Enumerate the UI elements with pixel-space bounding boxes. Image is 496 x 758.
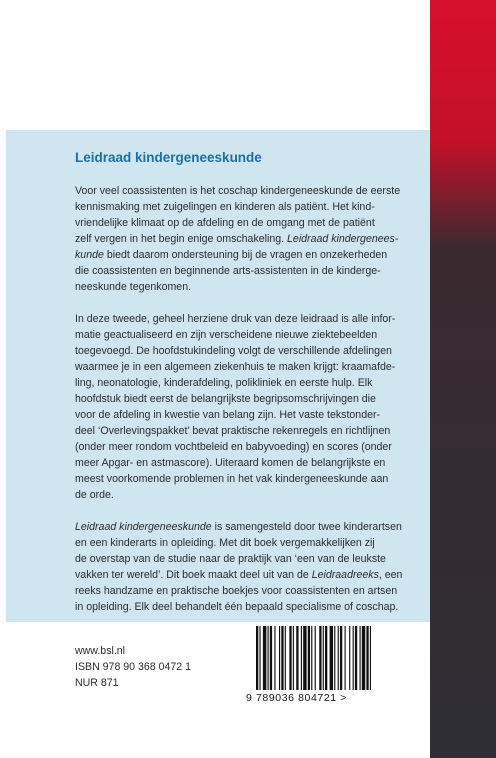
- blurb-text: [75, 183, 410, 631]
- barcode-bar: [315, 626, 316, 690]
- text-line: ling, neonatologie, kinderafdeling, polikliniek en eerste hulp. Elk: [75, 377, 373, 389]
- text-segment: vakken ter wereld’. Dit boek maakt deel uit van de: [75, 569, 309, 581]
- text-line: waarmee je in een algemeen ziekenhuis te maken krijgt: kraamafde-: [75, 361, 396, 373]
- text-line: meest voorkomende problemen in het vak kindergeneeskunde aan: [75, 473, 389, 485]
- text-line: [75, 567, 410, 583]
- barcode-bar: [338, 626, 339, 690]
- text-line: toegevoegd. De hoofdstukindeling volgt de verschillende afdelingen: [75, 345, 392, 357]
- text-line: In deze tweede, geheel herziene druk van deze leidraad is alle infor-: [75, 313, 396, 325]
- barcode-bar: [308, 626, 310, 690]
- barcode-bars: [246, 626, 416, 692]
- barcode-bar: [366, 626, 368, 690]
- book-spine-band: [430, 0, 496, 758]
- barcode-bar: [289, 626, 291, 690]
- text-line: de overstap van de studie naar de praktijk van ‘een van de leukste: [75, 553, 386, 565]
- barcode-bar: [353, 626, 354, 690]
- barcode-digits: 9 789036 804721 >: [246, 692, 347, 704]
- barcode-bar: [296, 626, 298, 690]
- publisher-info: [75, 643, 191, 691]
- barcode-bar: [279, 626, 280, 690]
- text-segment: biedt daarom ondersteuning bij de vragen en onzekerheden: [106, 249, 388, 261]
- barcode-bar: [345, 626, 346, 690]
- barcode-bar: [334, 626, 335, 690]
- blurb-paragraph-1: [75, 183, 410, 295]
- barcode-bar: [259, 626, 260, 690]
- text-line: kennismaking met zuigelingen en kinderen als patiënt. Het kind-: [75, 201, 375, 213]
- barcode-bar: [270, 626, 272, 690]
- text-line: (onder meer rondom vochtbeleid en babyvoeding) en scores (onder: [75, 441, 392, 453]
- barcode-bar: [340, 626, 342, 690]
- barcode-bar: [360, 626, 361, 690]
- isbn-barcode: [246, 626, 416, 708]
- barcode-bar: [325, 626, 327, 690]
- text-line: Voor veel coassistenten is het coschap kindergeneeskunde de eerste: [75, 185, 401, 197]
- text-line: [75, 247, 410, 263]
- barcode-bar: [274, 626, 275, 690]
- book-title: Leidraad kindergeneeskunde: [75, 150, 262, 165]
- barcode-bar: [256, 626, 258, 690]
- barcode-bar: [330, 626, 333, 690]
- barcode-bar: [349, 626, 350, 690]
- text-line: en een kinderarts in opleiding. Met dit boek vergemakkelijken zij: [75, 537, 375, 549]
- barcode-bar: [268, 626, 269, 690]
- barcode-bar: [285, 626, 286, 690]
- text-line: in opleiding. Elk deel behandelt één bepaald specialisme of coschap.: [75, 601, 399, 613]
- text-line: [75, 231, 410, 247]
- text-line: matie geactualiseerd en zijn verscheidene nieuwe ziektebeelden: [75, 329, 378, 341]
- barcode-bar: [263, 626, 266, 690]
- text-line: reeks handzame en praktische boekjes voor coassistenten en artsen: [75, 585, 398, 597]
- barcode-bar: [323, 626, 324, 690]
- isbn-number: ISBN 978 90 368 0472 1: [75, 661, 192, 673]
- text-line: [75, 519, 410, 535]
- barcode-bar: [319, 626, 321, 690]
- text-line: hoofdstuk biedt eerst de belangrijkste begripsomschrijvingen die: [75, 393, 376, 405]
- blurb-paragraph-2: [75, 311, 410, 503]
- series-name-italic: Leidraadreeks: [311, 569, 379, 581]
- barcode-bar: [293, 626, 294, 690]
- text-line: vriendelijke klimaat op de afdeling en de omgang met de patiënt: [75, 217, 375, 229]
- text-segment: zelf vergen in het begin enige omschakeling.: [75, 233, 285, 245]
- barcode-bar: [303, 626, 306, 690]
- barcode-bar: [355, 626, 357, 690]
- nur-code: NUR 871: [75, 677, 119, 689]
- text-line: deel ‘Overlevingspakket’ bevat praktische rekenregels en richtlijnen: [75, 425, 391, 437]
- book-title-italic: Leidraad kindergenees-: [287, 233, 399, 245]
- book-title-italic: Leidraad kindergeneeskunde: [75, 521, 212, 533]
- barcode-bar: [301, 626, 302, 690]
- barcode-bar: [362, 626, 365, 690]
- text-line: neeskunde tegenkomen.: [75, 281, 192, 293]
- barcode-bar: [311, 626, 312, 690]
- text-segment: , een: [378, 569, 403, 581]
- text-line: meer Apgar- en astmascore). Uiteraard komen de belangrijkste en: [75, 457, 386, 469]
- text-line: die coassistenten en beginnende arts-assistenten in de kinderge-: [75, 265, 381, 277]
- text-line: voor de afdeling in kwestie van belang zijn. Het vaste tekstonder-: [75, 409, 381, 421]
- book-title-italic: kunde: [75, 249, 104, 261]
- text-segment: is samengesteld door twee kinderartsen: [214, 521, 402, 533]
- blurb-paragraph-3: [75, 519, 410, 615]
- text-line: de orde.: [75, 489, 114, 501]
- publisher-website: www.bsl.nl: [75, 645, 126, 657]
- barcode-bar: [370, 626, 371, 690]
- barcode-bar: [281, 626, 283, 690]
